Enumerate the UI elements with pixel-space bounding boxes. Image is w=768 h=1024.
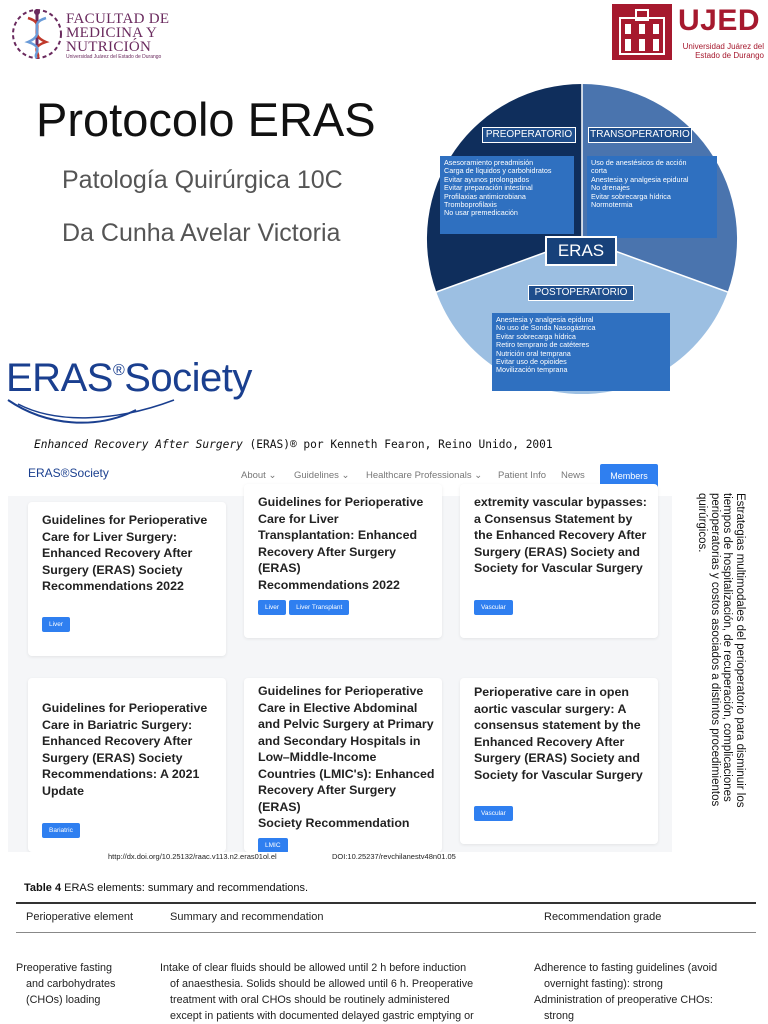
fmn-logo	[8, 4, 178, 64]
doi-link-2[interactable]: DOI:10.25237/revchilanestv48n01.05	[332, 852, 456, 861]
tag-vascular[interactable]: Vascular	[474, 806, 513, 821]
table-caption: Table 4 ERAS elements: summary and recommendations.	[24, 882, 309, 894]
card-title[interactable]: extremity vascular bypasses: a Consensus Statement by the Enhanced Recovery After Surgery (ERAS) Society and Society for Vascular Surgery	[474, 495, 647, 575]
card-title[interactable]: Guidelines for Perioperative Care for Liver Transplantation: Enhanced Recovery After Surgery (ERAS) Recommendations 2022	[258, 495, 424, 592]
post-list: Anestesia y analgesia epidural No uso de Sonda Nasogástrica Evitar sobrecarga hídrica Retiro temprano de catéteres Nutrición oral temprana Evitar uso de opioides Movilización temprana	[492, 313, 670, 391]
post-title: POSTOPERATORIO	[528, 285, 634, 301]
eras-definition-vertical: Estrategias multimodales del perioperatorio para disminuir los tiempos de hospitalización, de recuperación, complicaciones perioperatorias y costos asociados a distintos procedimientos quirúrgicos.	[696, 493, 746, 808]
chevron-down-icon: ⌄	[268, 470, 277, 481]
ujed-building-icon	[612, 4, 672, 60]
preop-list: Asesoramiento preadmisión Carga de líquidos y carbohidratos Evitar ayunos prolongados Evitar preparación intestinal Profilaxias antimicrobiana Tromboprofilaxis No usar premedicación	[440, 156, 574, 234]
eras-phases-diagram	[412, 84, 768, 394]
guideline-card-vascular-bypass[interactable]	[460, 484, 658, 638]
page-title: Protocolo ERAS	[36, 93, 376, 146]
chevron-down-icon: ⌄	[341, 470, 350, 481]
eras-center-label: ERAS	[545, 236, 617, 266]
nav-news[interactable]: News	[561, 470, 585, 481]
ujed-logo	[612, 4, 762, 62]
eras-caption: Enhanced Recovery After Surgery (ERAS)® por Kenneth Fearon, Reino Unido, 2001	[34, 438, 553, 451]
table-header-rule	[16, 932, 756, 933]
cell-summary: Intake of clear fluids should be allowed until 2 h before induction of anaesthesia. Solids should be allowed until 6 h. Preoperative treatment with oral CHOs should be routinely administered except in patients with documented delayed gastric emptying or	[160, 962, 474, 1022]
card-title[interactable]: Perioperative care in open aortic vascular surgery: A consensus statement by the Enhanced Recovery After Surgery (ERAS) Society and Society for Vascular Surgery	[474, 685, 643, 782]
nav-patient-info[interactable]: Patient Info	[498, 470, 547, 481]
members-button[interactable]: Members	[600, 464, 658, 488]
nav-healthcare-professionals[interactable]: Healthcare Professionals ⌄	[366, 470, 483, 481]
eras-website-screenshot	[8, 456, 672, 852]
trans-list: Uso de anestésicos de acción corta Anestesia y analgesia epidural No drenajes Evitar sobrecarga hídrica Normotermia	[587, 156, 717, 238]
tag-liver[interactable]: Liver	[258, 600, 286, 615]
card-title[interactable]: Guidelines for Perioperative Care in Elective Abdominal and Pelvic Surgery at Primary and Secondary Hospitals in Low–Middle-Income Countries (LMIC's): Enhanced Recovery After Surgery (ERAS) Society Recommendation	[258, 684, 435, 830]
guideline-card-lmic[interactable]	[244, 678, 442, 852]
tag-liver-transplant[interactable]: Liver Transplant	[289, 600, 349, 615]
fmn-wordmark: FACULTAD DE MEDICINA Y NUTRICIÓN	[66, 11, 170, 55]
guideline-card-aortic[interactable]	[460, 678, 658, 844]
caduceus-emblem-icon	[8, 4, 66, 62]
guideline-card-liver-transplant[interactable]	[244, 484, 442, 638]
header-summary: Summary and recommendation	[170, 911, 324, 923]
chevron-down-icon: ⌄	[474, 470, 483, 481]
ujed-subtitle: Universidad Juárez del Estado de Durango	[682, 42, 764, 60]
author-name: Da Cunha Avelar Victoria	[62, 219, 341, 247]
tag-liver[interactable]: Liver	[42, 617, 70, 632]
cell-grade: Adherence to fasting guidelines (avoid overnight fasting): strong Administration of preoperative CHOs: strong	[534, 962, 718, 1022]
ujed-wordmark: UJED	[678, 4, 761, 37]
tag-lmic[interactable]: LMIC	[258, 838, 288, 852]
nav-guidelines[interactable]: Guidelines ⌄	[294, 470, 350, 481]
tag-bariatric[interactable]: Bariatric	[42, 823, 80, 838]
course-subtitle: Patología Quirúrgica 10C	[62, 166, 343, 194]
eras-society-logo	[6, 356, 276, 436]
header-recommendation-grade: Recommendation grade	[544, 911, 662, 923]
guideline-card-liver-surgery[interactable]	[28, 502, 226, 656]
card-title[interactable]: Guidelines for Perioperative Care for Liver Surgery: Enhanced Recovery After Surgery (ERAS) Society Recommendations 2022	[42, 513, 208, 593]
doi-link-1[interactable]: http://dx.doi.org/10.25132/raac.v113.n2.eras01ol.el	[108, 852, 277, 861]
trans-title: TRANSOPERATORIO	[588, 127, 692, 143]
nav-about[interactable]: About ⌄	[241, 470, 277, 481]
guideline-card-bariatric[interactable]	[28, 678, 226, 852]
table-top-rule	[16, 902, 756, 904]
header-perioperative-element: Perioperative element	[26, 911, 134, 923]
card-title[interactable]: Guidelines for Perioperative Care in Bariatric Surgery: Enhanced Recovery After Surgery (ERAS) Society Recommendations: A 2021 Update	[42, 701, 208, 798]
fmn-subtitle: Universidad Juárez del Estado de Durango	[66, 54, 162, 60]
site-logo[interactable]: ERAS®Society	[28, 466, 109, 480]
swoosh-icon	[6, 396, 186, 432]
cell-element: Preoperative fasting and carbohydrates (CHOs) loading	[16, 962, 116, 1006]
tag-vascular[interactable]: Vascular	[474, 600, 513, 615]
preop-title: PREOPERATORIO	[482, 127, 576, 143]
eras-society-wordmark: ERAS®Society	[6, 356, 252, 400]
